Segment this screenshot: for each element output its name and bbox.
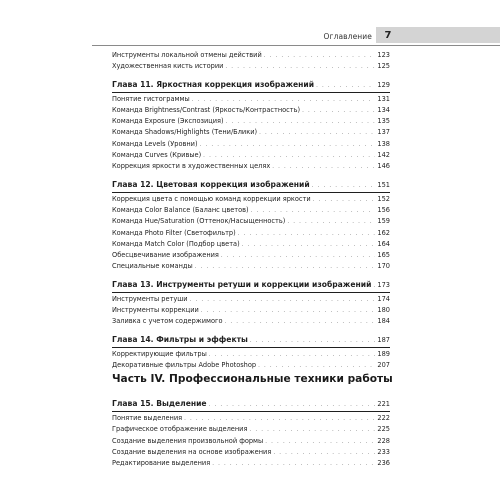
page-ref: 180 [377,306,390,315]
page-ref: 142 [377,151,390,160]
toc-entry [112,61,390,72]
header-title: Оглавление [323,32,372,41]
toc-chapter-entry [112,397,390,410]
page-ref: 137 [377,128,390,137]
entry-title: Заливка с учетом содержимого [112,317,223,326]
page-ref: 221 [377,400,390,408]
header-rule [92,45,500,46]
dot-leader [209,399,376,412]
entry-title: Обесцвечивание изображения [112,251,219,260]
toc-entry [112,216,390,227]
toc-entry [112,250,390,261]
entry-title: Команда Exposure (Экспозиция) [112,117,224,126]
toc-entry [112,261,390,272]
toc-entry [112,116,390,127]
toc-entry [112,239,390,250]
entry-title: Создание выделения произвольной формы [112,436,264,445]
entry-title: Коррекция яркости в художественных целях [112,162,271,171]
entry-title: Графическое отображение выделения [112,425,248,434]
page-number-box [376,27,400,43]
page-ref: 207 [377,360,390,369]
entry-title: Инструменты коррекции [112,306,199,315]
page-ref: 225 [377,425,390,434]
entry-title: Команда Match Color (Подбор цвета) [112,239,240,248]
toc-entry [112,105,390,116]
dot-leader [273,448,375,459]
entry-title: Корректирующие фильтры [112,349,207,358]
toc-entry [112,228,390,239]
entry-title: Инструменты ретуши [112,294,188,303]
toc-entry [112,316,390,327]
toc-entry [112,349,390,360]
toc-chapter-entry [112,333,390,346]
toc-chapter-entry [112,278,390,291]
page-ref: 228 [377,436,390,445]
toc-entry [112,294,390,305]
table-of-contents [112,50,390,376]
toc-entry [112,424,390,435]
dot-leader [242,240,376,251]
chapter-title: Глава 13. Инструменты ретуши и коррекции изображений [112,279,372,289]
dot-leader [190,295,376,306]
chapter-title: Глава 14. Фильтры и эффекты [112,334,248,344]
dot-leader [195,262,376,273]
page-ref: 174 [377,294,390,303]
entry-title: Создание выделения на основе изображения [112,447,272,456]
toc-entry [112,150,390,161]
entry-title: Команда Levels (Уровни) [112,139,198,148]
chapter-rule [112,292,390,293]
toc-entry [112,205,390,216]
page-ref: 222 [377,414,390,422]
toc-entry [112,94,390,105]
entry-title: Команда Curves (Кривые) [112,151,202,160]
dot-leader [258,361,375,372]
entry-title: Коррекция цвета с помощью команд коррекции яркости [112,194,311,203]
dot-leader [264,51,376,62]
page-ref: 134 [377,105,390,114]
dot-leader [373,280,375,293]
entry-title: Инструменты локальной отмены действий [112,51,262,59]
toc-entry [112,127,390,138]
dot-leader [316,80,375,93]
dot-leader [249,425,375,436]
dot-leader [313,195,376,206]
dot-leader [200,140,376,151]
page-ref: 152 [377,194,390,203]
toc-entry [112,436,390,447]
toc-section [112,50,390,73]
part-title: Часть IV. Профессиональные техники работы [112,373,393,385]
chapter-title: Глава 11. Яркостная коррекция изображений [112,79,315,89]
dot-leader [302,106,375,117]
page-ref: 173 [377,280,390,289]
table-of-contents-part-4 [112,394,390,469]
page-ref: 233 [377,447,390,456]
dot-leader [250,335,376,348]
toc-section [112,178,390,273]
page-number: 7 [384,29,392,41]
entry-title: Команда Shadows/Highlights (Тени/Блики) [112,128,258,137]
dot-leader [225,317,376,328]
toc-chapter-entry [112,178,390,191]
dot-leader [225,62,375,73]
running-header [0,27,500,45]
toc-entry [112,413,390,424]
dot-leader [287,217,375,228]
entry-title: Художественная кисть истории [112,62,224,71]
entry-title: Специальные команды [112,262,193,271]
page-ref: 164 [377,239,390,248]
page-ref: 184 [377,317,390,326]
page-ref: 123 [377,51,390,59]
header-band [400,27,500,43]
entry-title: Команда Hue/Saturation (Оттенок/Насыщенность) [112,217,286,226]
toc-entry [112,458,390,469]
entry-title: Команда Brightness/Contrast (Яркость/Контрастность) [112,105,301,114]
page-ref: 165 [377,251,390,260]
dot-leader [201,306,376,317]
toc-entry [112,139,390,150]
page-ref: 162 [377,228,390,237]
dot-leader [212,459,375,470]
page-ref: 170 [377,262,390,271]
page-ref: 135 [377,117,390,126]
page-ref: 125 [377,62,390,71]
page-ref: 189 [377,349,390,358]
toc-entry [112,305,390,316]
entry-title: Команда Photo Filter (Светофильтр) [112,228,236,237]
dot-leader [259,128,375,139]
toc-section [112,78,390,173]
toc-entry [112,50,390,61]
entry-title: Декоративные фильтры Adobe Photoshop [112,360,257,369]
toc-section [112,333,390,372]
toc-chapter-entry [112,78,390,91]
entry-title: Понятие выделения [112,414,183,422]
toc-section [112,278,390,328]
dot-leader [238,229,376,240]
toc-entry [112,194,390,205]
entry-title: Понятие гистограммы [112,94,190,103]
toc-entry [112,360,390,371]
dot-leader [221,251,376,262]
dot-leader [272,162,375,173]
page-ref: 131 [377,94,390,103]
page-ref: 146 [377,162,390,171]
toc-entry [112,447,390,458]
dot-leader [265,437,375,448]
chapter-title: Глава 12. Цветовая коррекция изображений [112,179,310,189]
page-ref: 159 [377,217,390,226]
chapter-title: Глава 15. Выделение [112,399,207,408]
page-ref: 129 [377,80,390,89]
toc-entry [112,161,390,172]
entry-title: Редактирование выделения [112,459,211,468]
dot-leader [312,180,376,193]
entry-title: Команда Color Balance (Баланс цветов) [112,205,249,214]
page-ref: 236 [377,459,390,468]
page-ref: 151 [377,180,390,189]
page-ref: 138 [377,139,390,148]
page-ref: 156 [377,205,390,214]
page-ref: 187 [377,335,390,344]
